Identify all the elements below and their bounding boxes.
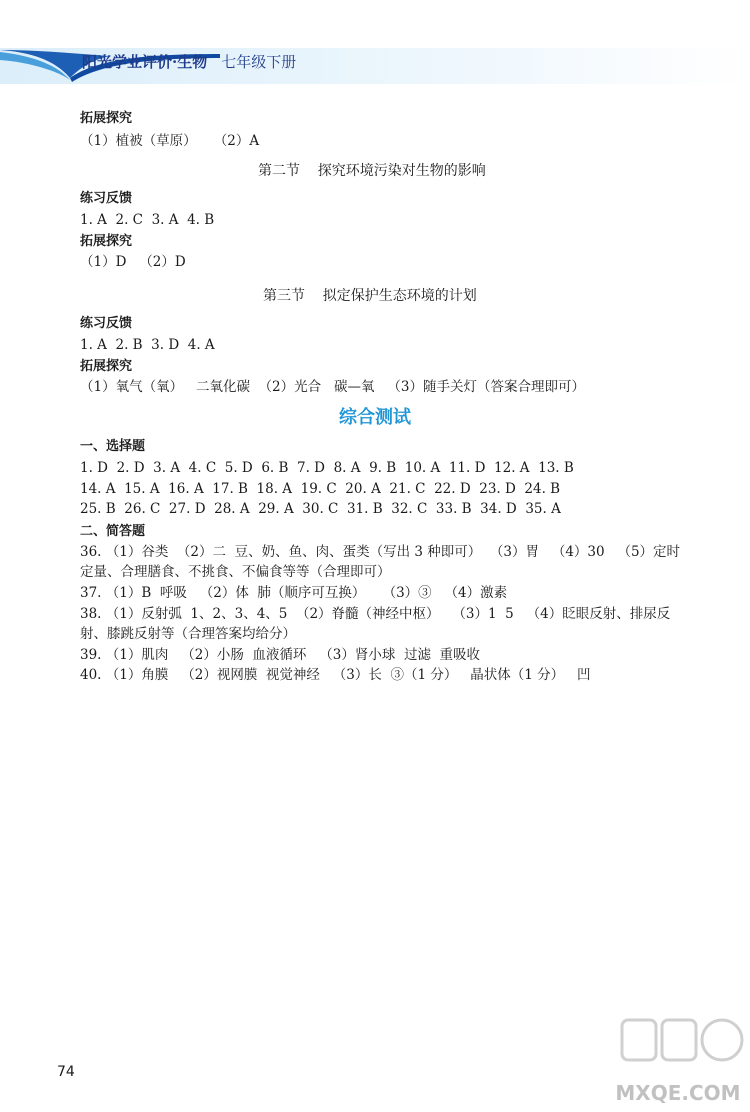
block1-answer-line: （1）植被（草原） （2）A <box>80 133 260 149</box>
page-header-banner <box>0 0 750 100</box>
section2-explore-heading: 拓展探究 <box>80 234 133 249</box>
short-answer-line: 37. （1）B 呼吸 （2）体 肺（顺序可互换） （3）③ （4）激素 <box>80 585 508 601</box>
section2-practice-heading: 练习反馈 <box>80 191 133 206</box>
choice-answers-line: 1. D 2. D 3. A 4. C 5. D 6. B 7. D 8. A 9. B 10. A 11. D 12. A 13. B <box>80 460 574 476</box>
section2-title: 第二节 探究环境污染对生物的影响 <box>258 163 486 179</box>
block1-heading: 拓展探究 <box>80 111 133 126</box>
book-series-title: 阳光学业评价·生物 <box>82 53 208 71</box>
header-decoration <box>0 0 750 100</box>
short-answer-section-heading: 二、简答题 <box>80 524 146 539</box>
short-answer-line: 射、膝跳反射等（合理答案均给分） <box>80 626 296 642</box>
watermark-logo <box>612 1010 750 1112</box>
page-number: 74 <box>57 1064 75 1080</box>
choice-section-heading: 一、选择题 <box>80 439 146 454</box>
section3-title: 第三节 拟定保护生态环境的计划 <box>263 288 477 304</box>
section3-practice-heading: 练习反馈 <box>80 316 133 331</box>
section2-practice-answers: 1. A 2. C 3. A 4. B <box>80 212 215 228</box>
watermark-url: MXQE.COM <box>615 1081 741 1105</box>
section3-explore-answers: （1）氧气（氧） 二氧化碳 （2）光合 碳—氧 （3）随手关灯（答案合理即可） <box>80 379 585 395</box>
header-title <box>82 51 296 72</box>
choice-answers-line: 25. B 26. C 27. D 28. A 29. A 30. C 31. B 32. C 33. B 34. D 35. A <box>80 501 561 517</box>
short-answer-line: 36. （1）谷类 （2）二 豆、奶、鱼、肉、蛋类（写出 3 种即可） （3）胃 （4）30 （5）定时 <box>80 544 681 560</box>
section3-practice-answers: 1. A 2. B 3. D 4. A <box>80 337 215 353</box>
short-answer-line: 39. （1）肌肉 （2）小肠 血液循环 （3）肾小球 过滤 重吸收 <box>80 647 481 663</box>
choice-answers-line: 14. A 15. A 16. A 17. B 18. A 19. C 20. A 21. C 22. D 23. D 24. B <box>80 481 561 497</box>
grade-label: 七年级下册 <box>221 53 297 71</box>
short-answer-line: 定量、合理膳食、不挑食、不偏食等等（合理即可） <box>80 564 391 580</box>
short-answer-line: 40. （1）角膜 （2）视网膜 视觉神经 （3）长 ③（1 分） 晶状体（1 分） 凹 <box>80 667 591 683</box>
short-answer-line: 38. （1）反射弧 1、2、3、4、5 （2）脊髓（神经中枢） （3）1 5 （4）眨眼反射、排尿反 <box>80 606 671 622</box>
section2-explore-answers: （1）D （2）D <box>80 254 186 270</box>
comprehensive-test-title: 综合测试 <box>339 407 411 428</box>
section3-explore-heading: 拓展探究 <box>80 359 133 374</box>
